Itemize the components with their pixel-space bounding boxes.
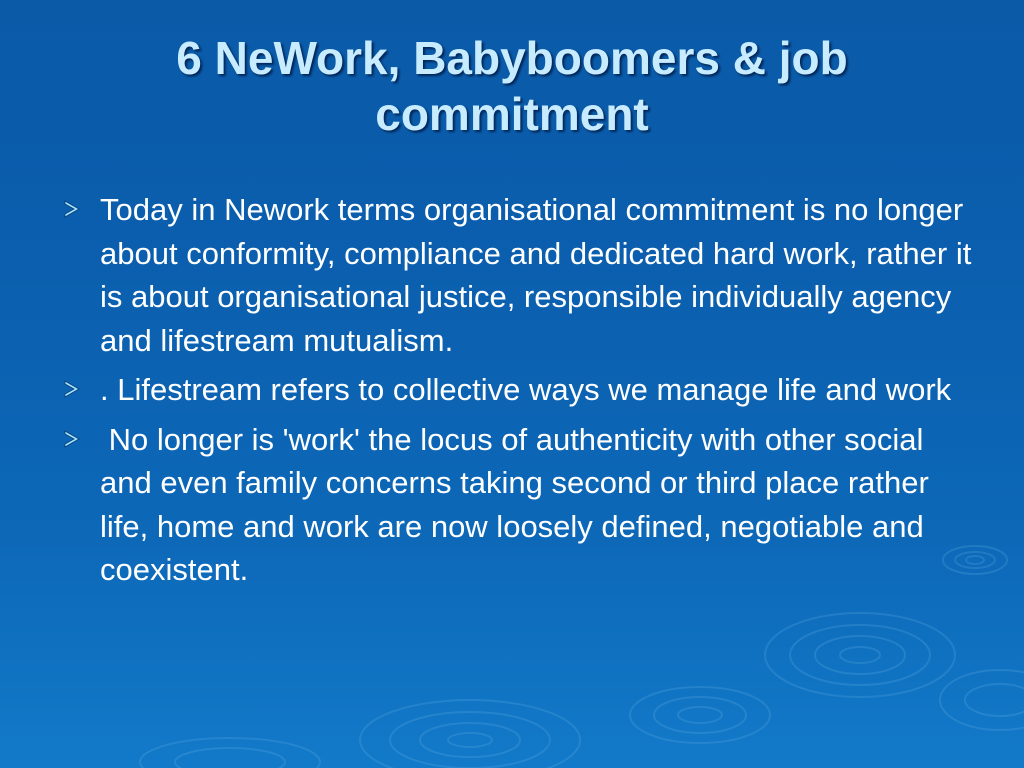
bullet-list [62,188,980,598]
bullet-text: No longer is 'work' the locus of authenticity with other social and even family concerns taking second or third place rather life, home and work are now loosely defined, negotiable and coexistent. [100,421,938,587]
chevron-right-icon [62,379,82,399]
bullet-text: Today in Nework terms organisational commitment is no longer about conformity, compliance and dedicated hard work, rather it is about organisational justice, responsible individually agency and lifestream mutualism. [100,192,980,358]
bullet-item [62,418,972,592]
chevron-right-icon [62,199,82,219]
bullet-item [62,368,972,412]
bullet-text: . Lifestream refers to collective ways we manage life and work [100,372,952,407]
slide-title: 6 NeWork, Babyboomers & job commitment [176,32,848,140]
bullet-item [62,188,980,362]
chevron-right-icon [62,429,82,449]
